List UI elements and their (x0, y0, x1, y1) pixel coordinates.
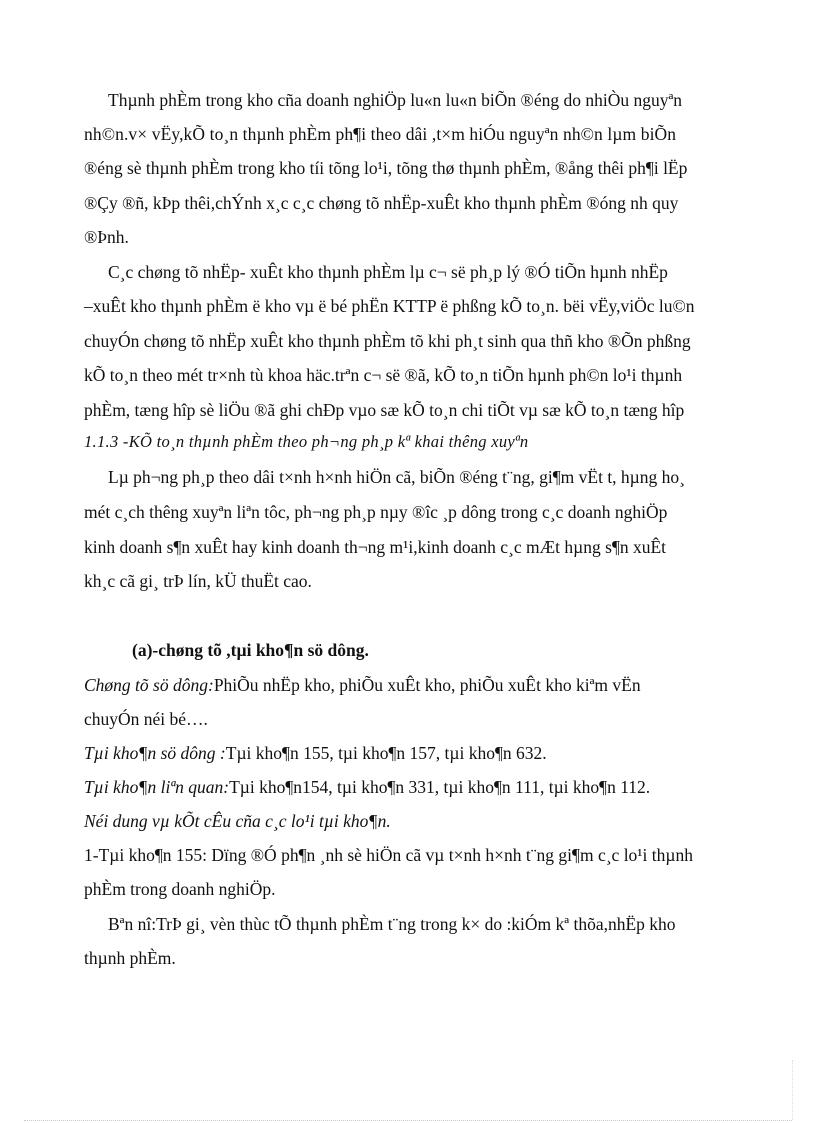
paragraph-line: –xuÊt kho thµnh phÈm ë kho vµ ë bé phËn KTTP ë phßng kÕ to¸n. bëi vËy,viÖc lu©n (84, 296, 695, 316)
related-accounts-value: Tµi kho¶n154, tµi kho¶n 331, tµi kho¶n 111, tµi kho¶n 112. (229, 777, 651, 797)
label-related-accounts: Tµi kho¶n liªn quan: (84, 777, 230, 797)
content-heading: Néi dung vµ kÕt cÊu cña c¸c lo¹i tµi kho¶n. (84, 811, 391, 831)
paragraph-line (84, 741, 744, 765)
section-heading: 1.1.3 -KÕ to¸n thµnh phÈm theo ph¬ng ph¸p kª khai thêng xuyªn (84, 432, 529, 451)
accounts-used-value: Tµi kho¶n 155, tµi kho¶n 157, tµi kho¶n 632. (225, 743, 547, 763)
paragraph-line: Bªn nî:TrÞ gi¸ vèn thùc tÕ thµnh phÈm t¨ng trong k× do :kiÓm kª thõa,nhËp kho (108, 914, 676, 934)
paragraph-line: chuyÓn néi bé…. (84, 709, 208, 729)
paragraph-line: ®éng sè thµnh phÈm trong kho tíi tõng lo¹i, tõng thø thµnh phÈm, ®ång thêi ph¶i lËp (84, 158, 688, 178)
paragraph-line: thµnh phÈm. (84, 948, 176, 968)
paragraph-line: chuyÓn chøng tõ nhËp xuÊt kho thµnh phÈm tõ khi ph¸t sinh qua thñ kho ®Õn phßng (84, 331, 691, 351)
paragraph-line: kÕ to¸n theo mét tr×nh tù khoa häc.trªn c¬ së ®ã, kÕ to¸n tiÕn hµnh ph©n lo¹i thµnh (84, 365, 683, 385)
paragraph-line: kh¸c cã gi¸ trÞ lín, kÜ thuËt cao. (84, 571, 312, 591)
paragraph-line: 1-Tµi kho¶n 155: Dïng ®Ó ph¶n ¸nh sè hiÖn cã vµ t×nh h×nh t¨ng gi¶m c¸c lo¹i thµnh (84, 845, 693, 865)
paragraph-line (84, 673, 744, 697)
paragraph-line: nh©n.v× vËy,kÕ to¸n thµnh phÈm ph¶i theo dâi ,t×m hiÓu nguyªn nh©n lµm biÕn (84, 124, 677, 144)
paragraph-line (84, 775, 744, 799)
paragraph-line: Thµnh phÈm trong kho cña doanh nghiÖp lu«n lu«n biÕn ®éng do nhiÒu nguyªn (108, 90, 683, 110)
documents-value: PhiÕu nhËp kho, phiÕu xuÊt kho, phiÕu xuÊt kho kiªm vËn (213, 675, 641, 695)
paragraph-line: mét c¸ch thêng xuyªn liªn tôc, ph¬ng ph¸p nµy ®îc ¸p dông trong c¸c doanh nghiÖp (84, 502, 668, 522)
paragraph-line: phÈm, tæng hîp sè liÖu ®ã ghi chÐp vµo sæ kÕ to¸n chi tiÕt vµ sæ kÕ to¸n tæng hîp (84, 400, 685, 420)
paragraph-line: C¸c chøng tõ nhËp- xuÊt kho thµnh phÈm lµ c¬ së ph¸p lý ®Ó tiÕn hµnh nhËp (108, 262, 668, 282)
paragraph-line: kinh doanh s¶n xuÊt hay kinh doanh th¬ng m¹i,kinh doanh c¸c mÆt hµng s¶n xuÊt (84, 537, 667, 557)
label-accounts-used: Tµi kho¶n sö dông : (84, 743, 226, 763)
paragraph-line: ®Þnh. (84, 227, 129, 247)
page-bottom-border (24, 1120, 792, 1121)
subsection-heading: (a)-chøng tõ ,tµi kho¶n sö dông. (132, 640, 369, 660)
label-documents: Chøng tõ sö dông: (84, 675, 214, 695)
page-right-edge (792, 1060, 793, 1120)
paragraph-line: phÈm trong doanh nghiÖp. (84, 879, 276, 899)
paragraph-line: ®Çy ®ñ, kÞp thêi,chÝnh x¸c c¸c chøng tõ nhËp-xuÊt kho thµnh phÈm ®óng nh quy (84, 193, 679, 213)
paragraph-line: Lµ ph¬ng ph¸p theo dâi t×nh h×nh hiÖn cã, biÕn ®éng t¨ng, gi¶m vËt t, hµng ho¸ (108, 467, 685, 487)
